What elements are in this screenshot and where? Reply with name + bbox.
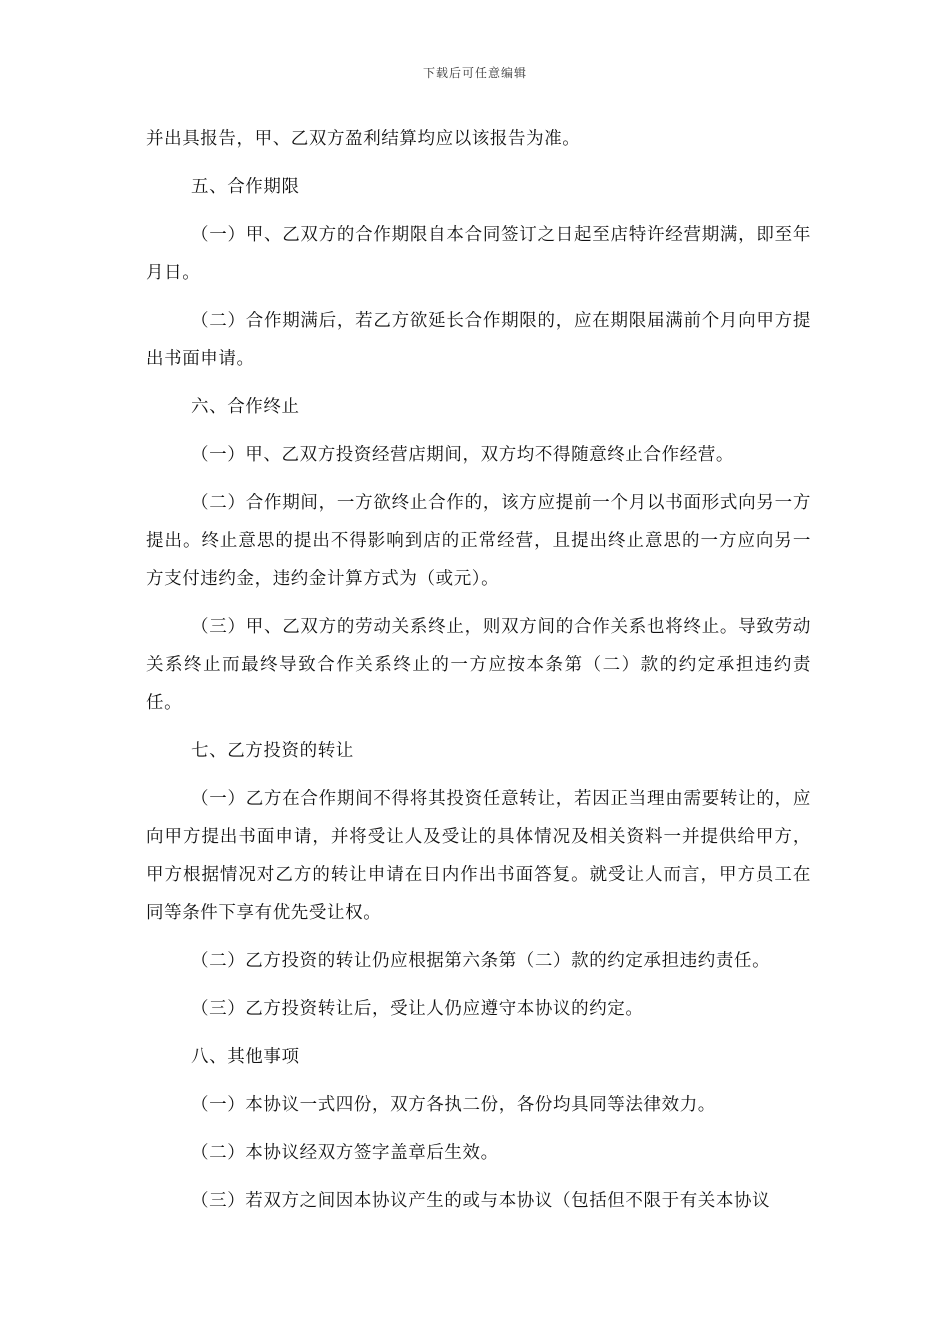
clause-other-1: （一）本协议一式四份，双方各执二份，各份均具同等法律效力。	[191, 1095, 716, 1115]
clause-term-2: （二）合作期满后，若乙方欲延长合作期限的，应在期限届满前个月向甲方提出书面申请。	[146, 311, 811, 369]
clause-term-1: （一）甲、乙双方的合作期限自本合同签订之日起至店特许经营期满，即至年月日。	[146, 225, 811, 283]
clause-transfer-1: （一）乙方在合作期间不得将其投资任意转让，若因正当理由需要转让的，应向甲方提出书面申请，并将受让人及受让的具体情况及相关资料一并提供给甲方，甲方根据情况对乙方的转让申请在日内作出书面答复。就受让人而言，甲方员工在同等条件下享有优先受让权。	[146, 789, 811, 923]
section-heading-investment-transfer: 七、乙方投资的转让	[191, 741, 354, 761]
clause-termination-2: （二）合作期间，一方欲终止合作的，该方应提前一个月以书面形式向另一方提出。终止意思的提出不得影响到店的正常经营，且提出终止意思的一方应向另一方支付违约金，违约金计算方式为（或元）。	[146, 493, 811, 589]
clause-transfer-2: （二）乙方投资的转让仍应根据第六条第（二）款的约定承担违约责任。	[191, 951, 771, 971]
clause-other-2: （二）本协议经双方签字盖章后生效。	[191, 1143, 499, 1163]
document-body	[146, 120, 811, 1230]
clause-transfer-3: （三）乙方投资转让后，受让人仍应遵守本协议的约定。	[191, 999, 644, 1019]
clause-termination-1: （一）甲、乙双方投资经营店期间，双方均不得随意终止合作经营。	[191, 445, 734, 465]
clause-termination-3: （三）甲、乙双方的劳动关系终止，则双方间的合作关系也将终止。导致劳动关系终止而最终导致合作关系终止的一方应按本条第（二）款的约定承担违约责任。	[146, 617, 811, 713]
paragraph-continuation: 并出具报告，甲、乙双方盈利结算均应以该报告为准。	[146, 129, 581, 149]
section-heading-other-matters: 八、其他事项	[191, 1047, 300, 1067]
page-header: 下载后可任意编辑	[422, 66, 527, 80]
clause-other-3: （三）若双方之间因本协议产生的或与本协议（包括但不限于有关本协议	[191, 1191, 771, 1211]
section-heading-cooperation-term: 五、合作期限	[191, 177, 300, 197]
section-heading-termination: 六、合作终止	[191, 397, 300, 417]
